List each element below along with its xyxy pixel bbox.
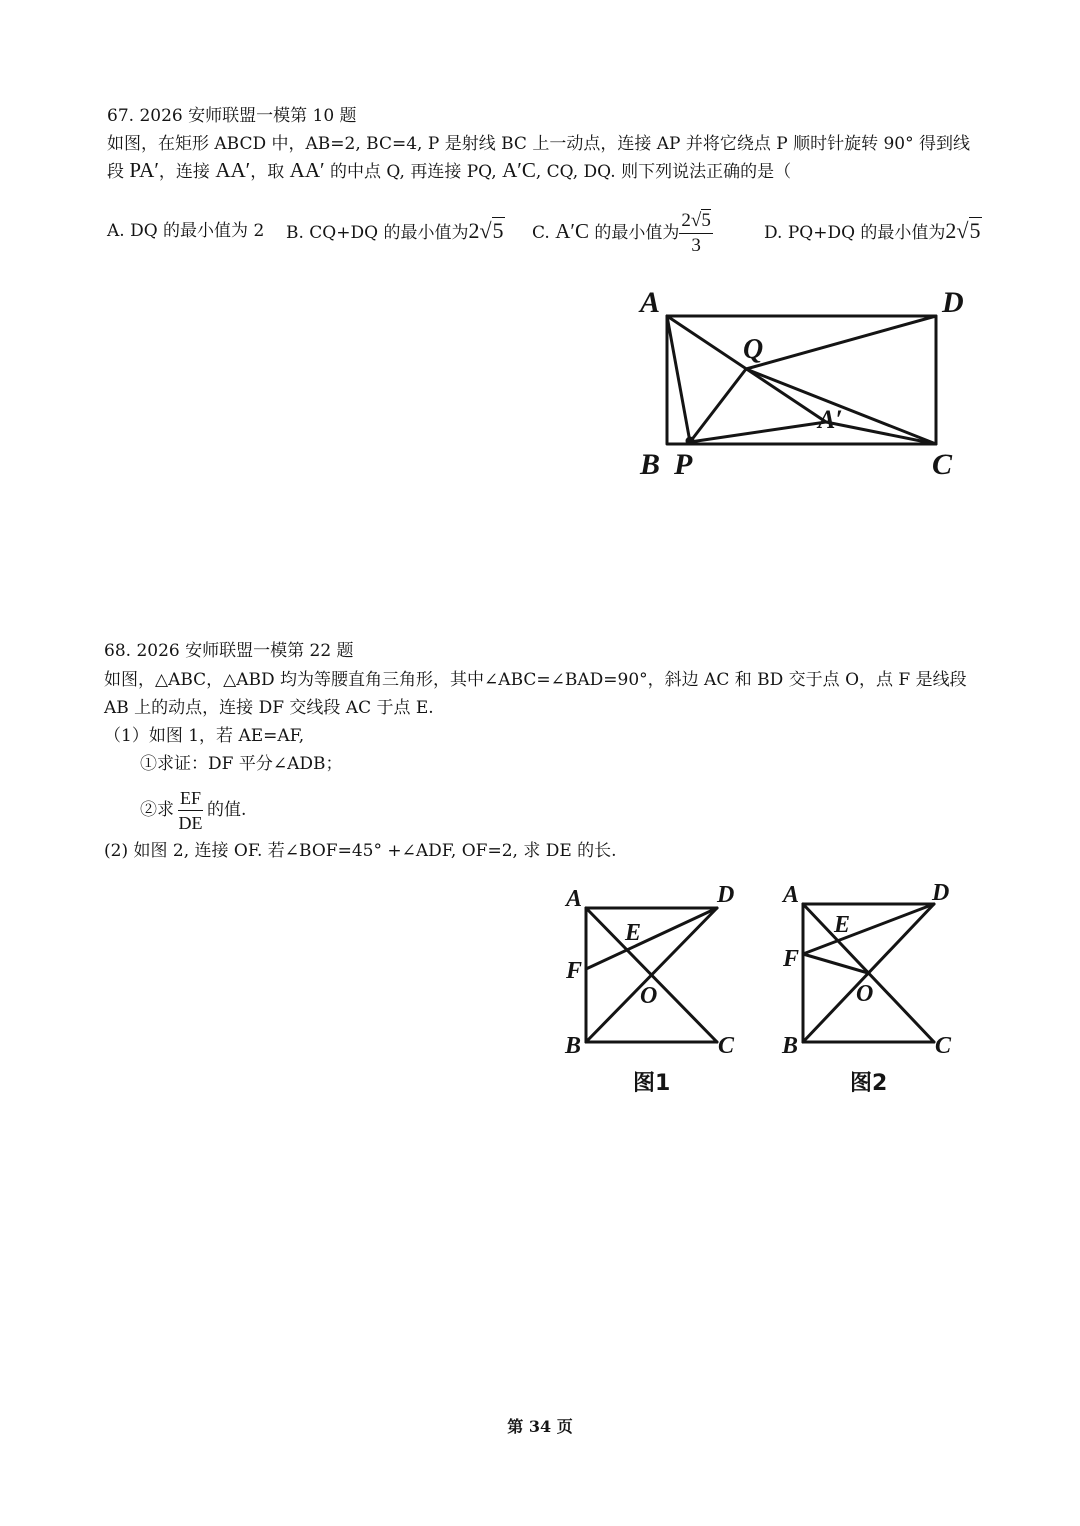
q67-text-line2 [107, 159, 791, 183]
q68-f1-seg-df [586, 908, 717, 969]
q67-t2e: , CQ, DQ. 则下列说法正确的是（ [535, 162, 792, 182]
q68-text-line1: 如图，△ABC，△ABD 均为等腰直角三角形，其中∠ABC=∠BAD=90°，斜边 AC 和 BD 交于点 O，点 F 是线段 [104, 670, 967, 690]
q67-option-c-text: 的最小值为 [589, 223, 680, 243]
q67-var-pa: PA′ [129, 158, 159, 182]
q67-seg-pq [690, 369, 746, 442]
q68-f1-label-c: C [718, 1033, 735, 1059]
q67-var-aa1: AA′ [215, 158, 251, 182]
q67-seg-pa1 [690, 422, 826, 442]
q68-part1: （1）如图 1，若 AE=AF, [104, 726, 305, 746]
q67-t2b: ，连接 [158, 162, 216, 182]
q67-label-a1: A′ [818, 405, 843, 434]
q67-option-d-coef: 2 [945, 218, 957, 243]
q68-text-line2: AB 上的动点，连接 DF 交线段 AC 于点 E. [104, 698, 434, 718]
q67-label-c: C [932, 448, 953, 481]
q68-part1-ii-fraction [178, 786, 203, 835]
q67-option-c-denominator: 3 [691, 235, 701, 256]
q68-f2-label-c: C [935, 1033, 952, 1059]
q68-part2: (2) 如图 2, 连接 OF. 若∠BOF=45° +∠ADF, OF=2, 求 DE 的长. [104, 841, 617, 861]
q68-part1-ii-denominator: DE [178, 813, 203, 833]
q68-f1-label-e: E [625, 920, 642, 946]
q68-f1-caption: 图1 [633, 1071, 671, 1096]
q68-f2-label-e: E [834, 912, 851, 938]
q68-f1-label-a: A [566, 886, 583, 912]
q67-option-b-coef: 2 [468, 218, 480, 243]
q68-f2-seg-df [803, 904, 934, 954]
q67-option-c-num-coef: 2 [681, 210, 691, 231]
q68-f1-label-b: B [565, 1033, 582, 1059]
q68-heading: 68. 2026 安师联盟一模第 22 题 [104, 641, 354, 661]
q68-f2-label-d: D [932, 880, 950, 906]
q67-figure-svg [630, 280, 980, 485]
q67-option-b [286, 216, 505, 248]
q67-option-b-radicand: 5 [492, 218, 504, 243]
q67-option-c-var: A′C [555, 219, 589, 243]
q68-part1-ii-suffix: 的值. [207, 800, 247, 820]
q67-t2a: 段 [107, 162, 130, 182]
q68-f1-label-d: D [717, 882, 735, 908]
q68-f1-label-o: O [640, 983, 658, 1009]
q68-part1-ii-prefix: ②求 [140, 800, 174, 820]
q68-figure1-svg [555, 870, 755, 1100]
q68-part1-i: ①求证：DF 平分∠ADB； [140, 754, 343, 774]
q67-option-d-radicand: 5 [969, 218, 981, 243]
q68-figure1 [555, 870, 755, 1100]
q67-option-d [764, 216, 982, 248]
q67-t2d: 的中点 Q, 再连接 PQ, [324, 162, 503, 182]
q67-seg-ap [667, 316, 690, 442]
q67-option-c-numerator: 2√5 [679, 209, 712, 234]
q67-option-b-text: B. CQ+DQ 的最小值为 [286, 223, 469, 243]
q68-f2-caption: 图2 [850, 1071, 888, 1096]
q68-f1-label-f: F [566, 958, 583, 984]
q67-option-c-prefix: C. [532, 223, 556, 243]
q68-f2-label-f: F [783, 946, 800, 972]
q67-option-c-num-radicand: 5 [701, 210, 711, 231]
q67-option-d-text: D. PQ+DQ 的最小值为 [764, 223, 946, 243]
q68-part1-ii [140, 782, 246, 838]
q67-label-p: P [674, 448, 693, 481]
q67-label-a: A [640, 286, 661, 319]
q67-label-q: Q [743, 334, 764, 365]
q67-t2c: ，取 [250, 162, 290, 182]
q67-seg-qd [746, 316, 936, 369]
q67-option-d-value: 2√5 [945, 218, 981, 243]
q68-part1-ii-numerator: EF [178, 786, 203, 811]
q67-text-line1: 如图，在矩形 ABCD 中，AB=2, BC=4, P 是射线 BC 上一动点，连接 AP 并将它绕点 P 顺时针旋转 90° 得到线 [107, 134, 971, 154]
q67-option-c-fraction [679, 209, 712, 258]
q67-var-ac: A′C [502, 158, 536, 182]
q67-label-d: D [942, 286, 964, 319]
q67-var-aa2: AA′ [289, 158, 325, 182]
q68-figure2 [772, 870, 972, 1100]
q68-f2-label-a: A [783, 882, 800, 908]
q67-option-a: A. DQ 的最小值为 2 [107, 221, 265, 241]
q67-option-b-value: 2√5 [468, 218, 504, 243]
q68-f2-label-b: B [782, 1033, 799, 1059]
q67-figure [630, 280, 980, 485]
page-number: 第 34 页 [507, 1417, 573, 1436]
q67-heading: 67. 2026 安师联盟一模第 10 题 [107, 106, 357, 126]
q67-label-b: B [640, 448, 661, 481]
q68-f2-label-o: O [856, 981, 874, 1007]
q68-figure2-svg [772, 870, 972, 1100]
q67-option-c [532, 202, 713, 262]
